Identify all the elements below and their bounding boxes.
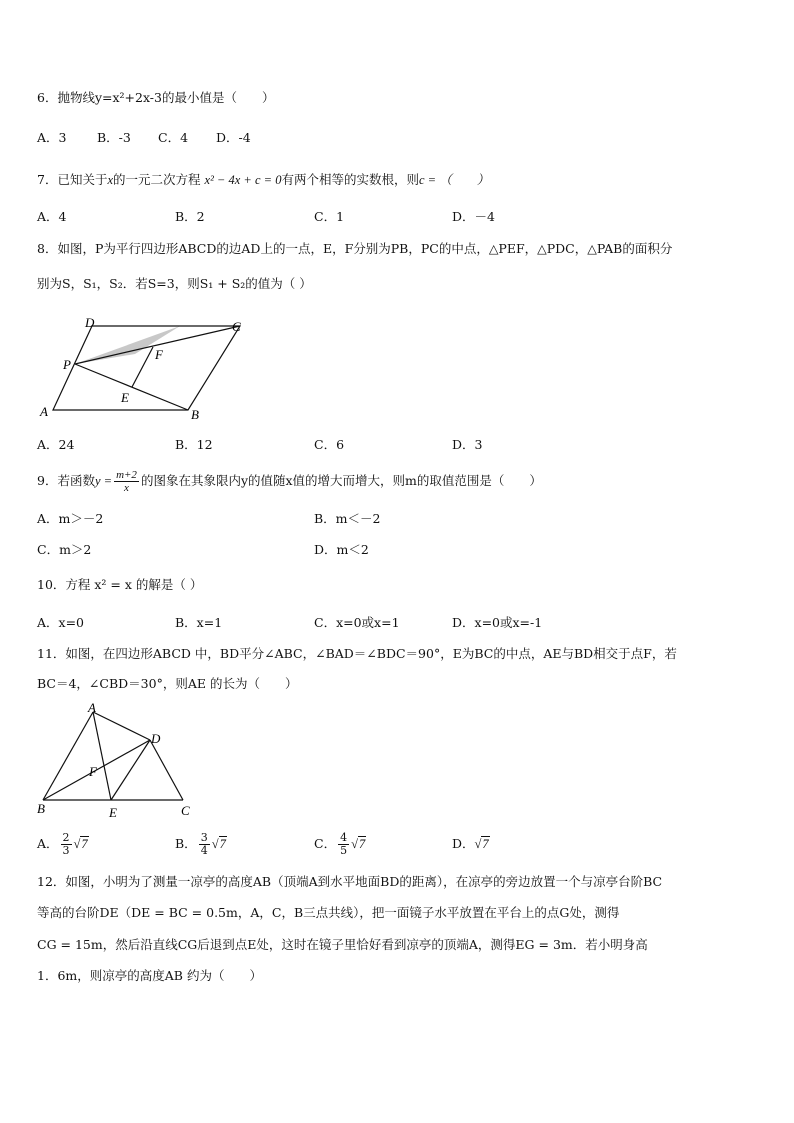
q11-option-a-letter: A． xyxy=(37,836,59,851)
label-d: D xyxy=(85,315,95,330)
sqrt-symbol: √7 xyxy=(474,837,489,851)
q9-func-lhs: y = xyxy=(94,474,113,488)
frac-num: 2 xyxy=(62,831,70,844)
label-f: F xyxy=(155,347,163,362)
q9-option-c: C．m＞2 xyxy=(37,542,92,557)
q7-var: x xyxy=(107,173,114,187)
radicand: 7 xyxy=(482,837,489,851)
q11-option-d xyxy=(452,830,490,858)
q7-stem-part1: 7．已知关于 xyxy=(37,172,108,187)
label-f: F xyxy=(89,764,97,779)
q8-line2: 别为S，S₁，S₂．若S=3，则S₁ + S₂的值为（ ） xyxy=(37,276,312,291)
frac-den: 4 xyxy=(200,844,208,857)
q12-line4: 1．6m，则凉亭的高度AB 约为（ ） xyxy=(37,968,262,983)
label-e: E xyxy=(109,805,117,820)
sqrt-symbol: √7 xyxy=(351,837,366,851)
q8-option-c: C．6 xyxy=(314,437,345,452)
q9-stem-part2: 的图象在其象限内y的值随x值的增大而增大，则m的取值范围是（ ） xyxy=(140,473,542,488)
q12-line3: CG = 15m，然后沿直线CG后退到点E处，这时在镜子里恰好看到凉亭的顶端A，测得EG = 3m．若小明身高 xyxy=(37,937,648,952)
label-b: B xyxy=(37,801,45,816)
q6-option-d: D．-4 xyxy=(216,130,251,145)
q7-equation: x² − 4x + c = 0 xyxy=(204,173,282,187)
q6-option-a: A．3 xyxy=(37,130,67,145)
q11-option-b-letter: B． xyxy=(175,836,197,851)
q11-option-a xyxy=(37,830,89,858)
label-a: A xyxy=(88,700,96,715)
q11-line1: 11．如图，在四边形ABCD 中，BD平分∠ABC，∠BAD＝∠BDC＝90°，E为BC的中点，AE与BD相交于点F，若 xyxy=(37,646,677,661)
q7-option-c: C．1 xyxy=(314,209,345,224)
q9-stem-part1: 9．若函数 xyxy=(37,473,95,488)
label-c: C xyxy=(181,803,190,818)
q11-option-c-frac xyxy=(338,832,349,857)
q11-option-c xyxy=(314,830,366,858)
label-e: E xyxy=(121,390,129,405)
radicand: 7 xyxy=(358,837,366,851)
frac-num: 4 xyxy=(340,831,348,844)
q10-option-d: D．x=0或x=-1 xyxy=(452,615,543,630)
q8-option-d: D．3 xyxy=(452,437,483,452)
q7-option-a: A．4 xyxy=(37,209,67,224)
q12-line2: 等高的台阶DE（DE = BC = 0.5m，A，C，B三点共线），把一面镜子水平放置在平台上的点G处，测得 xyxy=(37,905,620,920)
q11-option-b-frac xyxy=(199,832,210,857)
q8-option-a: A．24 xyxy=(37,437,75,452)
q9-option-b: B．m＜－2 xyxy=(314,511,381,526)
q6-stem: 6．抛物线y=x²+2x-3的最小值是（ ） xyxy=(37,90,275,105)
q11-option-c-letter: C． xyxy=(314,836,337,851)
label-a: A xyxy=(40,404,48,419)
q11-option-b xyxy=(175,830,227,858)
radicand: 7 xyxy=(219,837,226,851)
q11-option-d-letter: D． xyxy=(452,836,475,851)
q10-option-a: A．x=0 xyxy=(37,615,85,630)
q9-frac-num: m+2 xyxy=(116,469,137,481)
label-p: P xyxy=(63,357,71,372)
q7-option-b: B．2 xyxy=(175,209,205,224)
q7-stem-part3: 有两个相等的实数根，则 xyxy=(281,172,419,187)
q8-parallelogram-figure xyxy=(35,312,250,424)
q11-quadrilateral-figure xyxy=(33,700,203,822)
q8-line1: 8．如图，P为平行四边形ABCD的边AD上的一点，E，F分别为PB，PC的中点，△PEF，△PDC，△PAB的面积分 xyxy=(37,241,673,256)
q9-option-a: A．m＞－2 xyxy=(37,511,104,526)
q10-stem: 10．方程 x² = x 的解是（ ） xyxy=(37,577,203,592)
q9-stem xyxy=(37,466,542,496)
q7-stem xyxy=(37,172,489,188)
q9-fraction xyxy=(114,469,139,494)
q8-option-b: B．12 xyxy=(175,437,213,452)
label-b: B xyxy=(191,407,199,422)
frac-den: 5 xyxy=(340,844,348,857)
sqrt-symbol: √7 xyxy=(73,837,88,851)
label-c: C xyxy=(232,319,241,334)
q7-option-d: D．－4 xyxy=(452,209,495,224)
q9-option-d: D．m＜2 xyxy=(314,542,369,557)
q6-option-c: C．4 xyxy=(158,130,189,145)
q10-option-c: C．x=0或x=1 xyxy=(314,615,400,630)
sqrt-symbol: √7 xyxy=(211,837,226,851)
q12-line1: 12．如图，小明为了测量一凉亭的高度AB（顶端A到水平地面BD的距离），在凉亭的旁边放置一个与凉亭台阶BC xyxy=(37,874,663,889)
q11-line2: BC＝4，∠CBD＝30°，则AE 的长为（ ） xyxy=(37,676,298,691)
frac-den: 3 xyxy=(62,844,70,857)
q10-option-b: B．x=1 xyxy=(175,615,223,630)
q9-frac-den: x xyxy=(124,482,129,494)
radicand: 7 xyxy=(81,837,88,851)
label-d: D xyxy=(151,731,161,746)
q7-equation-tail: c = （ ） xyxy=(418,173,490,187)
frac-num: 3 xyxy=(200,831,208,844)
q7-stem-part2: 的一元二次方程 xyxy=(113,172,201,187)
q11-option-a-frac xyxy=(61,832,72,857)
q6-option-b: B．-3 xyxy=(97,130,131,145)
